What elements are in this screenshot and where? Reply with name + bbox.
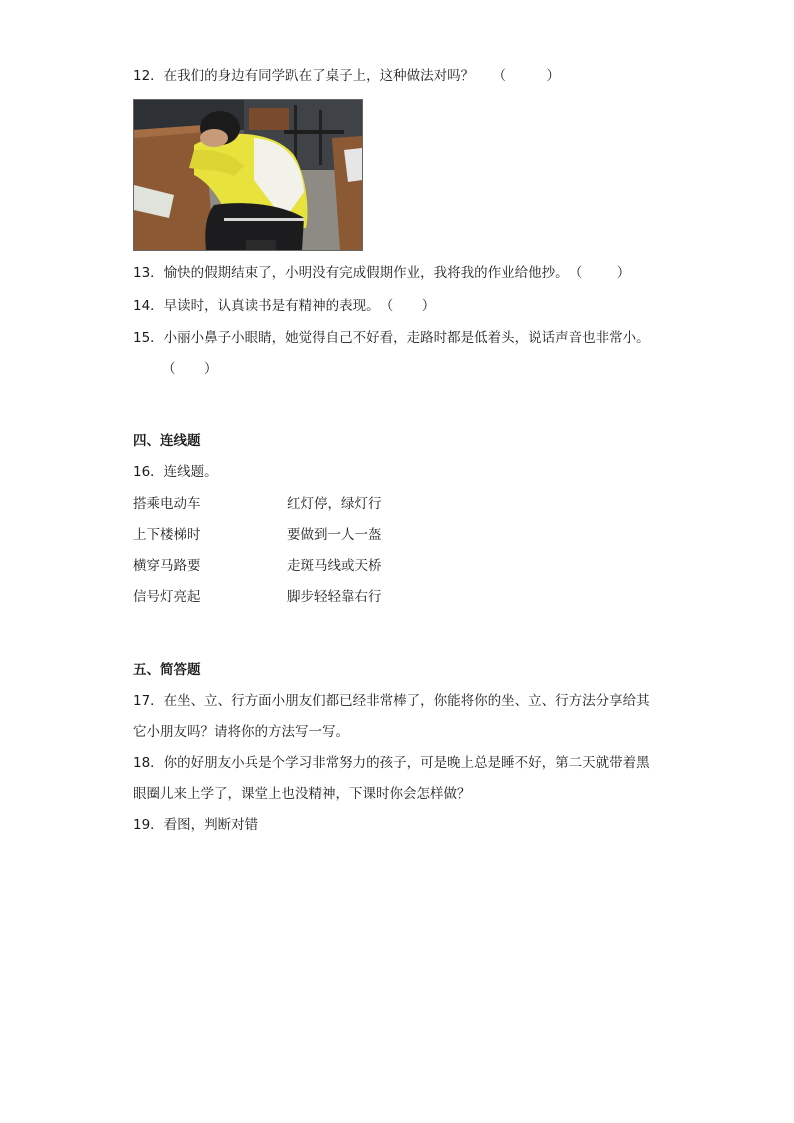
question-18-line-2: 眼圈儿来上学了，课堂上也没精神，下课时你会怎样做？	[133, 786, 471, 802]
question-15	[133, 328, 650, 348]
question-15-text: 15．小丽小鼻子小眼睛，她觉得自己不好看，走路时都是低着头，说话声音也非常小。	[133, 330, 650, 346]
classroom-photo-illustration	[134, 100, 362, 250]
match-left-item-4[interactable]: 信号灯亮起	[133, 589, 201, 605]
question-14-text: 14．早读时，认真读书是有精神的表现。	[133, 298, 380, 314]
match-right-item-3[interactable]: 走斑马线或天桥	[287, 558, 382, 574]
answer-bracket-13[interactable]: （ ）	[568, 265, 631, 281]
match-right-item-2[interactable]: 要做到一人一盔	[287, 527, 382, 543]
match-left-item-1[interactable]: 搭乘电动车	[133, 496, 201, 512]
match-right-item-4[interactable]: 脚步轻轻靠右行	[287, 589, 382, 605]
match-left-item-2[interactable]: 上下楼梯时	[133, 527, 201, 543]
question-18-line-1: 18．你的好朋友小兵是个学习非常努力的孩子，可是晚上总是睡不好，第二天就带着黑	[133, 755, 650, 771]
question-14	[133, 296, 436, 316]
photo-student-sleeping-on-desk	[133, 99, 363, 251]
section-4-heading: 四、连线题	[133, 433, 201, 449]
answer-bracket-15[interactable]: （ ）	[162, 361, 218, 377]
section-5-heading: 五、简答题	[133, 662, 201, 678]
question-17-line-2: 它小朋友吗？请将你的方法写一写。	[133, 724, 349, 740]
answer-bracket-12[interactable]: （ ）	[492, 68, 560, 84]
match-left-item-3[interactable]: 横穿马路要	[133, 558, 201, 574]
question-16: 16．连线题。	[133, 464, 218, 480]
answer-bracket-14[interactable]: （ ）	[379, 298, 436, 314]
question-13-text: 13．愉快的假期结束了，小明没有完成假期作业，我将我的作业给他抄。	[133, 265, 569, 281]
question-12-text: 12．在我们的身边有同学趴在了桌子上，这种做法对吗？	[133, 68, 475, 84]
question-13	[133, 263, 631, 283]
question-19: 19．看图，判断对错	[133, 817, 259, 833]
question-17-line-1: 17．在坐、立、行方面小朋友们都已经非常棒了，你能将你的坐、立、行方法分享给其	[133, 693, 650, 709]
question-12	[133, 66, 560, 86]
match-right-item-1[interactable]: 红灯停，绿灯行	[287, 496, 382, 512]
